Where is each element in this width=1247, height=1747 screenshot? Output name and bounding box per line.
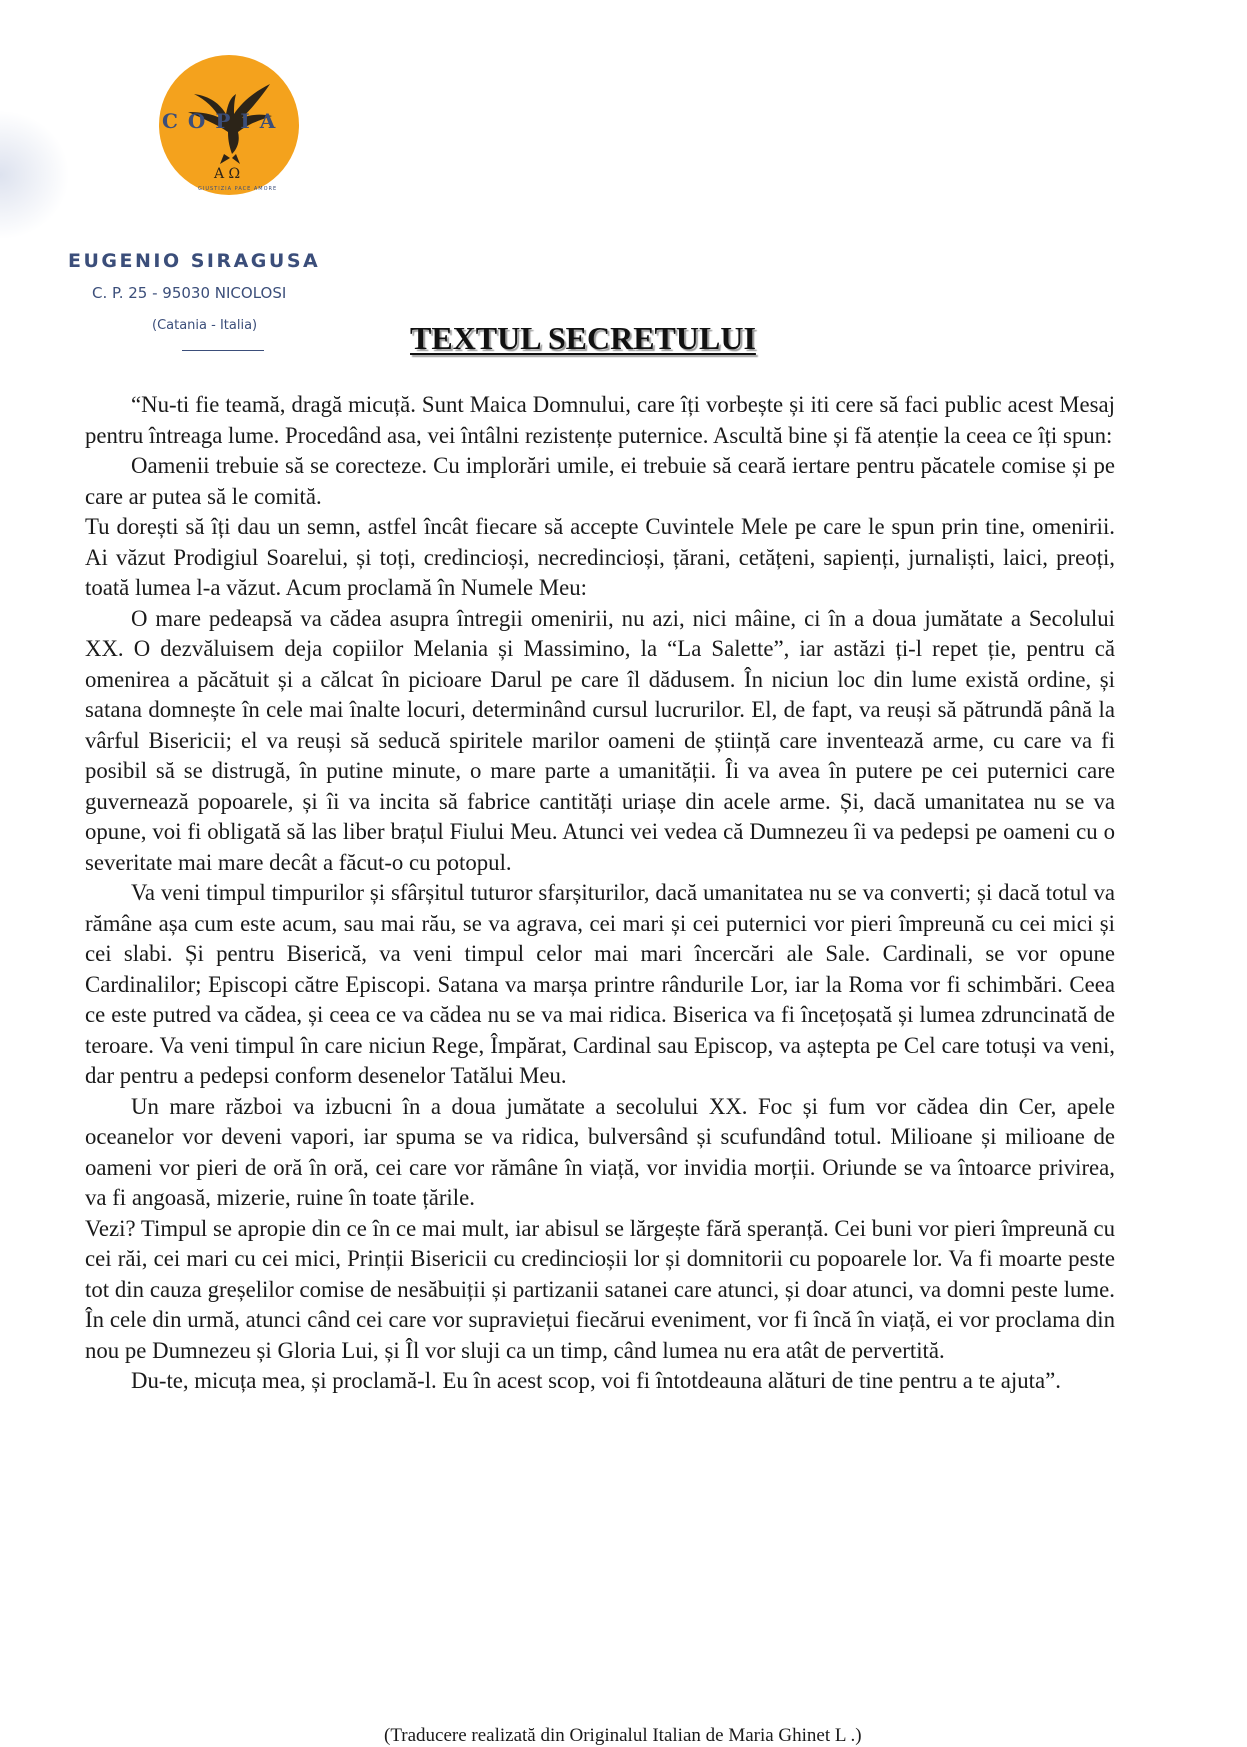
- eagle-logo: [158, 54, 300, 196]
- paragraph: Du-te, micuța mea, și proclamă-l. Eu în acest scop, voi fi întotdeauna alături de tine pentru a te ajuta”.: [131, 1368, 1061, 1393]
- message-body: [85, 390, 1115, 1397]
- paragraph: Va veni timpul timpurilor și sfârșitul tuturor sfarșiturilor, dacă umanitatea nu se va converti; și dacă totul va rămâne așa cum este acum, sau mai rău, se va agrava, cei mari și cei puternici vor pieri împreună cu cei mici și cei slabi. Și pentru Biserică, va veni timpul celor mai mari încercări ale Sale. Cardinali, se vor opune Cardinalilor; Episcopi către Episcopi. Satana va marșa printre rândurile Lor, iar la Roma vor fi schimbări. Ceea ce este putred va cădea, și ceea ce va cădea nu se va mai ridica. Biserica va fi încețoșată și lumea zdruncinată de teroare. Va veni timpul în care niciun Rege, Împărat, Cardinal sau Episcop, va aștepta pe Cel care totuși va veni, dar pentru a pedepsi conform desenelor Tatălui Meu.: [85, 880, 1115, 1088]
- letterhead-divider: [182, 350, 264, 351]
- letterhead-city: (Catania - Italia): [152, 318, 258, 333]
- paragraph: “Nu-ti fie teamă, dragă micuță. Sunt Maica Domnului, care îți vorbește și iti cere să faci public acest Mesaj pentru întreaga lume. Procedând asa, vei întâlni rezistențe puternice. Ascultă bine și fă atenție la ceea ce îți spun:: [85, 392, 1115, 448]
- logo-motto: GIUSTIZIA PACE AMORE: [198, 186, 278, 192]
- letterhead: [0, 0, 390, 360]
- letterhead-name: EUGENIO SIRAGUSA: [68, 250, 321, 272]
- paragraph: Oamenii trebuie să se corecteze. Cu implorări umile, ei trebuie să ceară iertare pentru păcatele comise și pe care ar putea să le comită.: [85, 453, 1115, 509]
- logo-arc-text: COPIA: [162, 109, 286, 133]
- paragraph: Un mare război va izbucni în a doua jumătate a secolului XX. Foc și fum vor cădea din Cer, apele oceanelor vor deveni vapori, iar spuma se va ridica, bulversând și scufundând totul. Milioane și milioane de oameni vor pieri de oră în oră, cei care vor rămâne în viață, vor invidia morții. Oriunde se va întoarce privirea, va fi angoasă, mizerie, ruine în toate țările.: [85, 1093, 1115, 1210]
- page-title: TEXTUL SECRETULUI: [410, 320, 756, 356]
- logo-symbols: Α Ω: [214, 166, 241, 182]
- paragraph: O mare pedeapsă va cădea asupra întregii omenirii, nu azi, nici mâine, ci în a doua jumătate a Secolului XX. O dezvăluisem deja copiilor Melania și Massimino, la “La Salette”, iar astăzi ți-l repet ție, pentru că omenirea a păcătuit și a călcat în picioare Darul pe care îl dădusem. În niciun loc din lume există ordine, și satana domnește în cele mai înalte locuri, determinând cursul lucrurilor. El, de fapt, va reuși să pătrundă până la vârful Bisericii; el va reuși să seducă spiritele marilor oameni de știință care inventează arme, cu care va fi posibil să se distrugă, în putine minute, o mare parte a umanității. Îi va avea în putere pe cei puternici care guvernează popoarele, și îi va incita să fabrice cantități uriașe din acele arme. Și, dacă umanitatea nu se va opune, voi fi obligată să las liber brațul Fiului Meu. Atunci vei vedea că Dumnezeu îi va pedepsi pe oameni cu o severitate mai mare decât a făcut-o cu potopul.: [85, 605, 1115, 875]
- letterhead-address: C. P. 25 - 95030 NICOLOSI: [92, 284, 287, 302]
- translation-credit: (Traducere realizată din Originalul Italian de Maria Ghinet L .): [384, 1725, 862, 1746]
- paragraph: Tu dorești să îți dau un semn, astfel încât fiecare să accepte Cuvintele Mele pe care le spun prin tine, omenirii. Ai văzut Prodigiul Soarelui, și toți, credincioși, necredincioși, țărani, cetățeni, sapienți, jurnaliști, laici, preoți, toată lumea l-a văzut. Acum proclamă în Numele Meu:: [85, 514, 1115, 600]
- paragraph: Vezi? Timpul se apropie din ce în ce mai mult, iar abisul se lărgește fără speranță. Cei buni vor pieri împreună cu cei răi, cei mari cu cei mici, Prinții Bisericii cu credincioșii lor și domnitorii cu popoarele lor. Va fi moarte peste tot din cauza greșelilor comise de nesăbuiții și partizanii satanei care atunci, și doar atunci, va domni peste lume. În cele din urmă, atunci când cei care vor supraviețui fiecărui eveniment, vor fi încă în viață, ei vor proclama din nou pe Dumnezeu și Gloria Lui, și Îl vor sluji ca un timp, când lumea nu era atât de pervertită.: [85, 1215, 1115, 1363]
